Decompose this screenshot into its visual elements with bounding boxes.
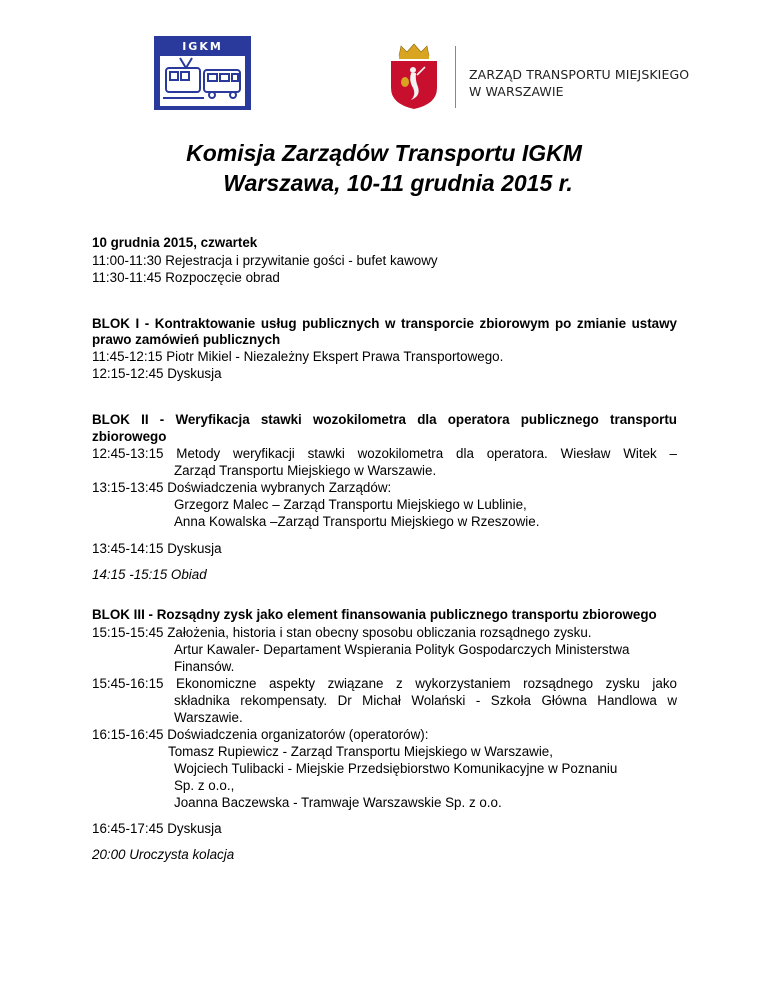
schedule-item: 12:15-12:45 Dyskusja: [92, 366, 222, 381]
schedule-item-cont: składnika rekompensaty. Dr Michał Wolański - Szkoła Główna Handlowa w: [174, 693, 677, 708]
schedule-item: 12:45-13:15 Metody weryfikacji stawki wozokilometra dla operatora. Wiesław Witek –: [92, 446, 677, 461]
blok2-heading-cont: zbiorowego: [92, 429, 167, 444]
schedule-item-cont: Grzegorz Malec – Zarząd Transportu Miejskiego w Lublinie,: [174, 497, 527, 512]
gala-dinner: 20:00 Uroczysta kolacja: [92, 847, 235, 862]
ztm-name-line2: W WARSZAWIE: [469, 84, 564, 99]
schedule-item-cont: Joanna Baczewska - Tramwaje Warszawskie Sp. z o.o.: [174, 795, 502, 810]
blok1-heading: BLOK I - Kontraktowanie usług publicznych w transporcie zbiorowym po zmianie ustawy: [92, 316, 677, 331]
schedule-item-cont: Anna Kowalska –Zarząd Transportu Miejskiego w Rzeszowie.: [174, 514, 540, 529]
schedule-item: 16:15-16:45 Doświadczenia organizatorów (operatorów):: [92, 727, 429, 742]
schedule-item-cont: Finansów.: [174, 659, 235, 674]
schedule-item-cont: Artur Kawaler- Departament Wspierania Polityk Gospodarczych Ministerstwa: [174, 642, 630, 657]
schedule-item-cont: Tomasz Rupiewicz - Zarząd Transportu Miejskiego w Warszawie,: [168, 744, 553, 759]
igkm-logo: [154, 36, 251, 110]
schedule-item: 13:15-13:45 Doświadczenia wybranych Zarządów:: [92, 480, 392, 495]
schedule-item: 15:15-15:45 Założenia, historia i stan obecny sposobu obliczania rozsądnego zysku.: [92, 625, 592, 640]
schedule-item-cont: Wojciech Tulibacki - Miejskie Przedsiębiorstwo Komunikacyjne w Poznaniu: [174, 761, 618, 776]
blok1-heading-cont: prawo zamówień publicznych: [92, 332, 281, 347]
schedule-item-cont: Zarząd Transportu Miejskiego w Warszawie.: [174, 463, 437, 478]
logo-separator: [455, 46, 456, 108]
schedule-item: 15:45-16:15 Ekonomiczne aspekty związane z wykorzystaniem rozsądnego zysku jako: [92, 676, 677, 691]
schedule-item-cont: Warszawie.: [174, 710, 243, 725]
ztm-name-line1: ZARZĄD TRANSPORTU MIEJSKIEGO: [469, 67, 690, 82]
igkm-logo-text: IGKM: [182, 40, 223, 53]
lunch-break: 14:15 -15:15 Obiad: [92, 567, 207, 582]
warsaw-crest-logo: [387, 42, 441, 110]
schedule-item: 11:30-11:45 Rozpoczęcie obrad: [92, 270, 280, 285]
schedule-item: 11:00-11:30 Rejestracja i przywitanie gości - bufet kawowy: [92, 253, 438, 268]
page-title-line1: Komisja Zarządów Transportu IGKM: [186, 140, 582, 166]
schedule-item: 16:45-17:45 Dyskusja: [92, 821, 222, 836]
schedule-item: 11:45-12:15 Piotr Mikiel - Niezależny Ekspert Prawa Transportowego.: [92, 349, 504, 364]
blok2-heading: BLOK II - Weryfikacja stawki wozokilometra dla operatora publicznego transportu: [92, 412, 677, 427]
schedule-item: 13:45-14:15 Dyskusja: [92, 541, 222, 556]
page-title-line2: Warszawa, 10-11 grudnia 2015 r.: [223, 170, 573, 196]
day-heading: 10 grudnia 2015, czwartek: [92, 235, 258, 250]
schedule-item-cont: Sp. z o.o.,: [174, 778, 235, 793]
blok3-heading: BLOK III - Rozsądny zysk jako element finansowania publicznego transportu zbiorowego: [92, 607, 657, 622]
